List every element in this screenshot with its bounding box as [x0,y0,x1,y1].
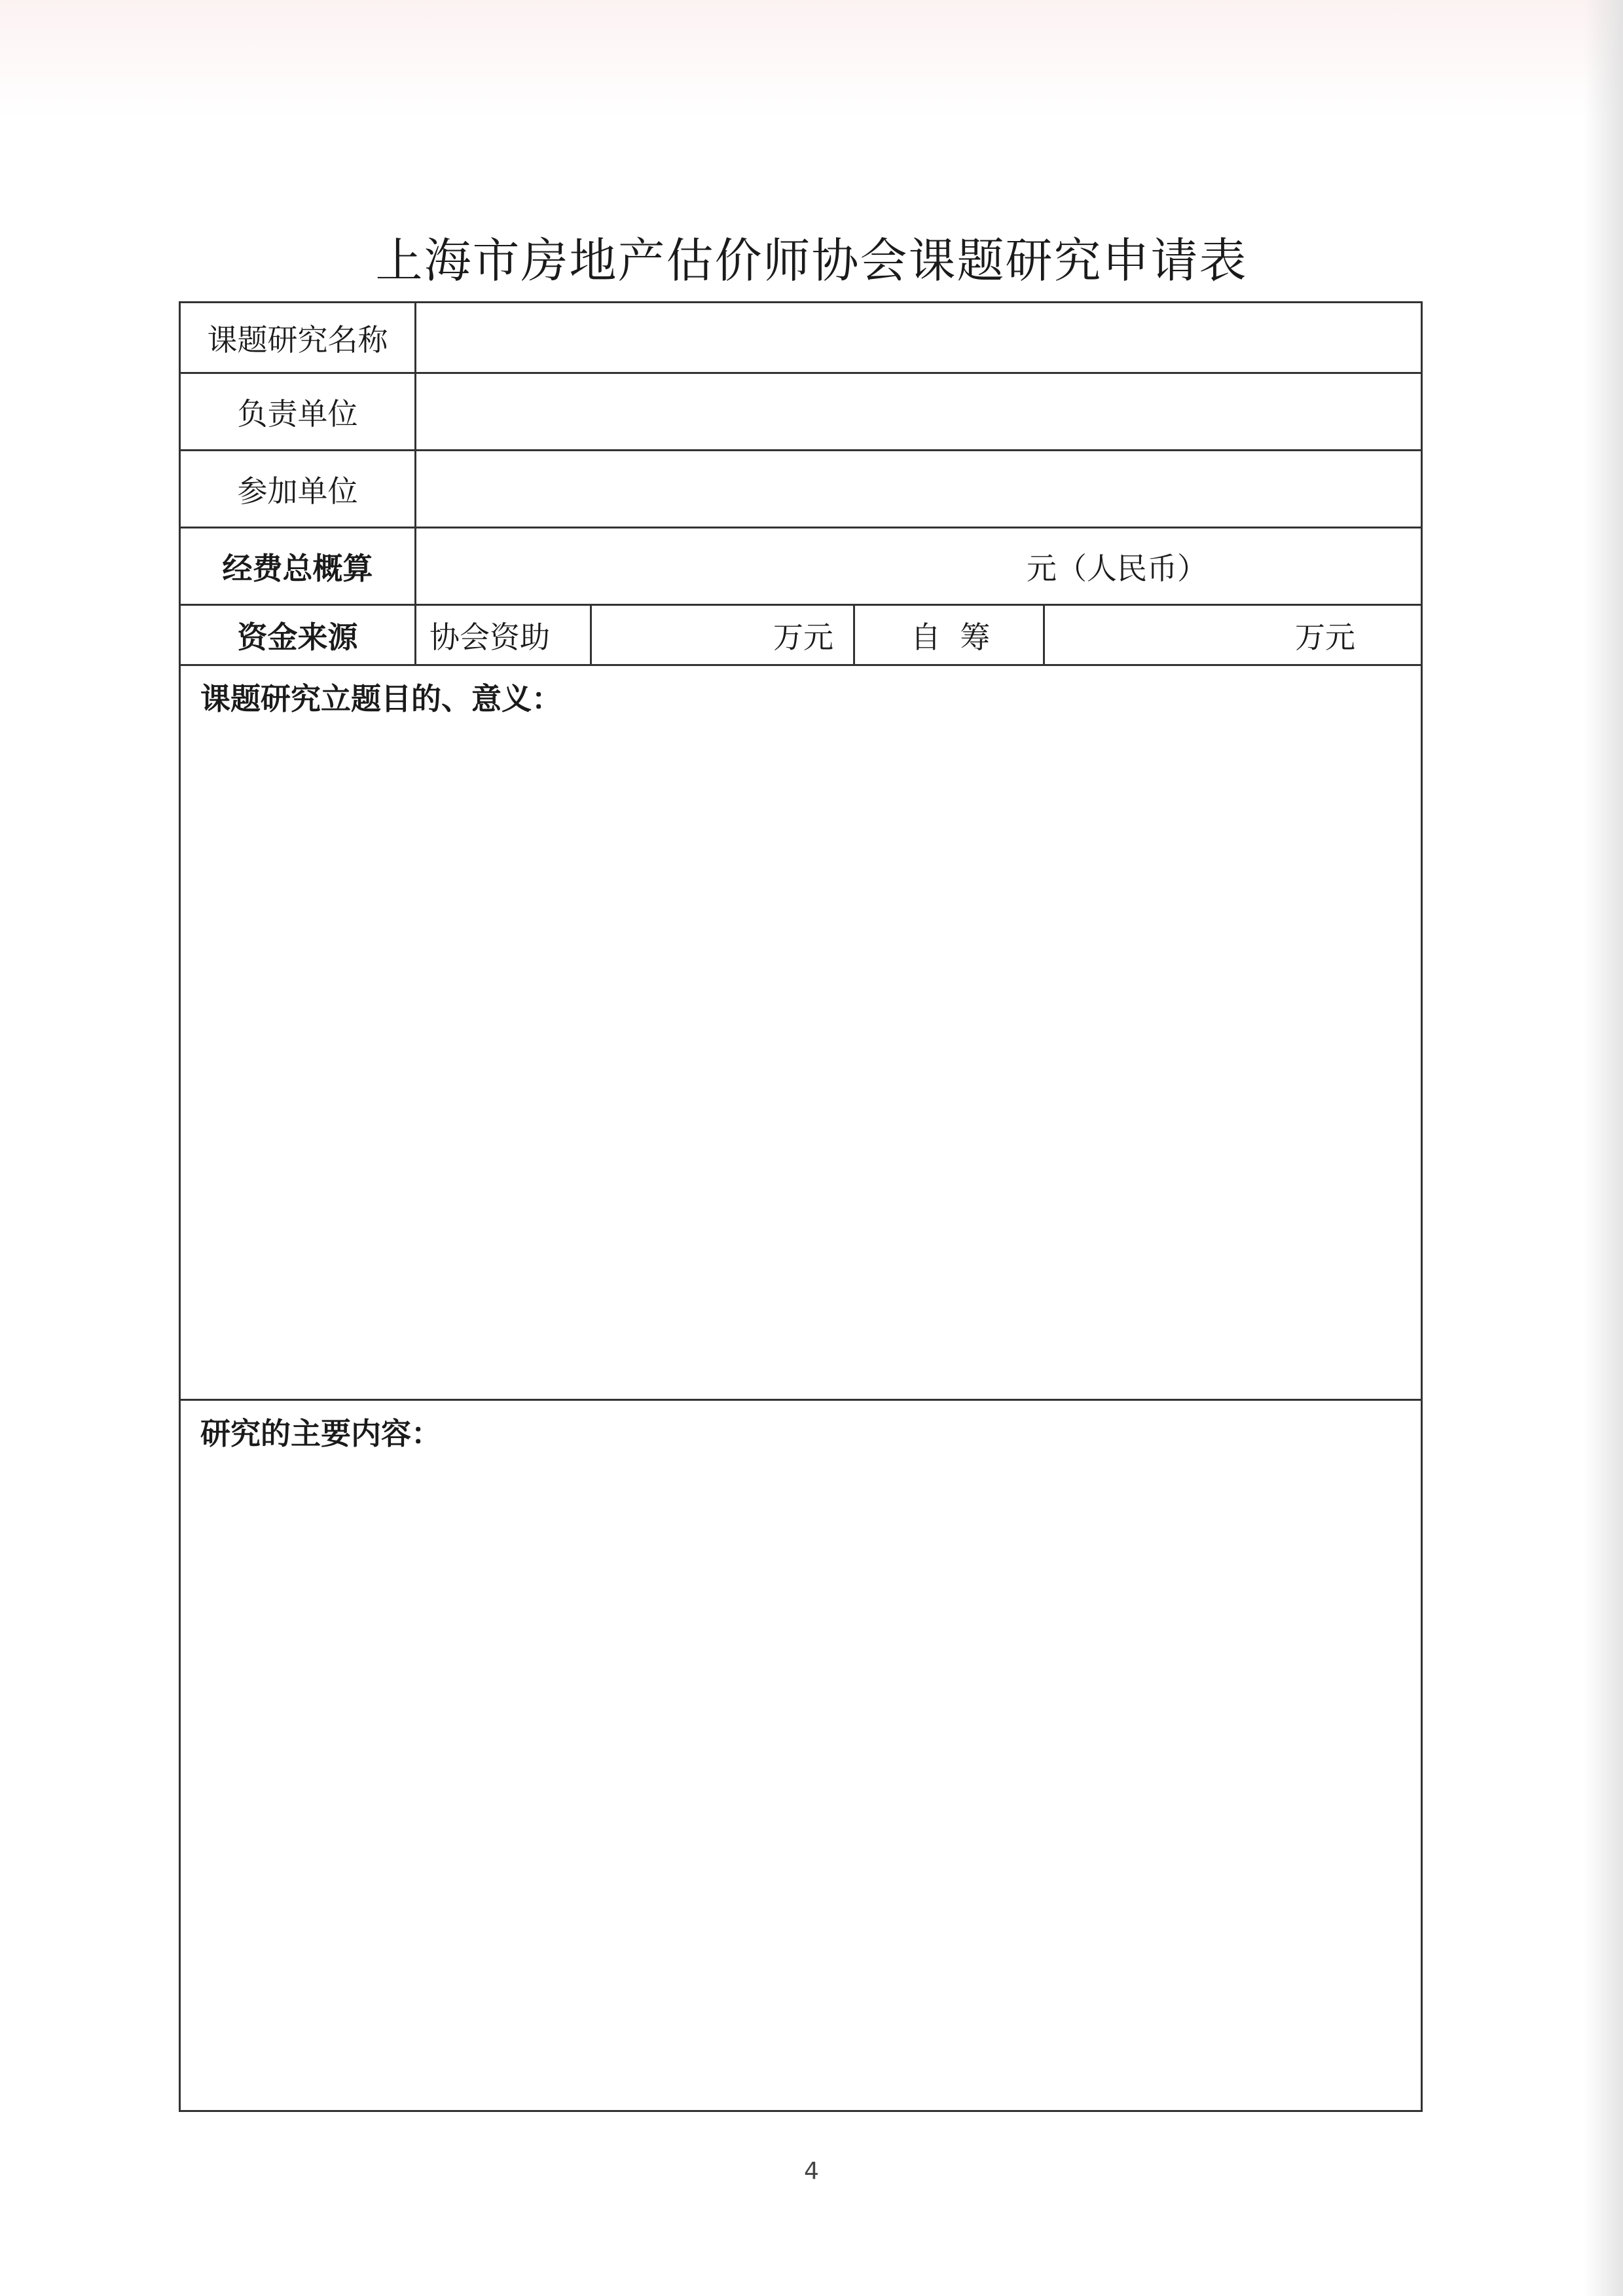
participating-units-field[interactable] [416,451,1421,527]
row-content[interactable] [181,1401,1421,2110]
page-number: 4 [804,2158,819,2185]
application-form [179,301,1423,2112]
scan-edge [1584,0,1623,2296]
lead-unit-field[interactable] [416,374,1421,449]
content-label: 研究的主要内容： [200,1416,441,1451]
row-budget [181,528,1421,606]
content-field[interactable] [200,1460,1401,2097]
budget-label: 经费总概算 [181,528,416,604]
project-name-label: 课题研究名称 [181,303,416,372]
association-funding-unit: 万元 [773,619,833,655]
lead-unit-label: 负责单位 [181,374,416,449]
row-lead-unit [181,374,1421,451]
purpose-label: 课题研究立题目的、意义： [200,681,562,716]
purpose-field[interactable] [200,725,1401,1386]
association-funding-label: 协会资助 [416,606,592,664]
self-funding-unit: 万元 [1295,619,1355,655]
funding-source-label: 资金来源 [181,606,416,664]
project-name-field[interactable] [416,303,1421,372]
scan-tint [0,0,1623,118]
row-participating-units [181,451,1421,528]
self-funding-field[interactable] [1045,606,1421,664]
participating-units-label: 参加单位 [181,451,416,527]
self-funding-label: 自 筹 [855,606,1045,664]
row-purpose[interactable] [181,666,1421,1401]
budget-unit: 元（人民币） [1027,550,1207,586]
form-title: 上海市房地产估价师协会课题研究申请表 [375,233,1248,288]
association-funding-field[interactable] [592,606,855,664]
row-funding-source [181,606,1421,666]
row-project-name [181,303,1421,374]
